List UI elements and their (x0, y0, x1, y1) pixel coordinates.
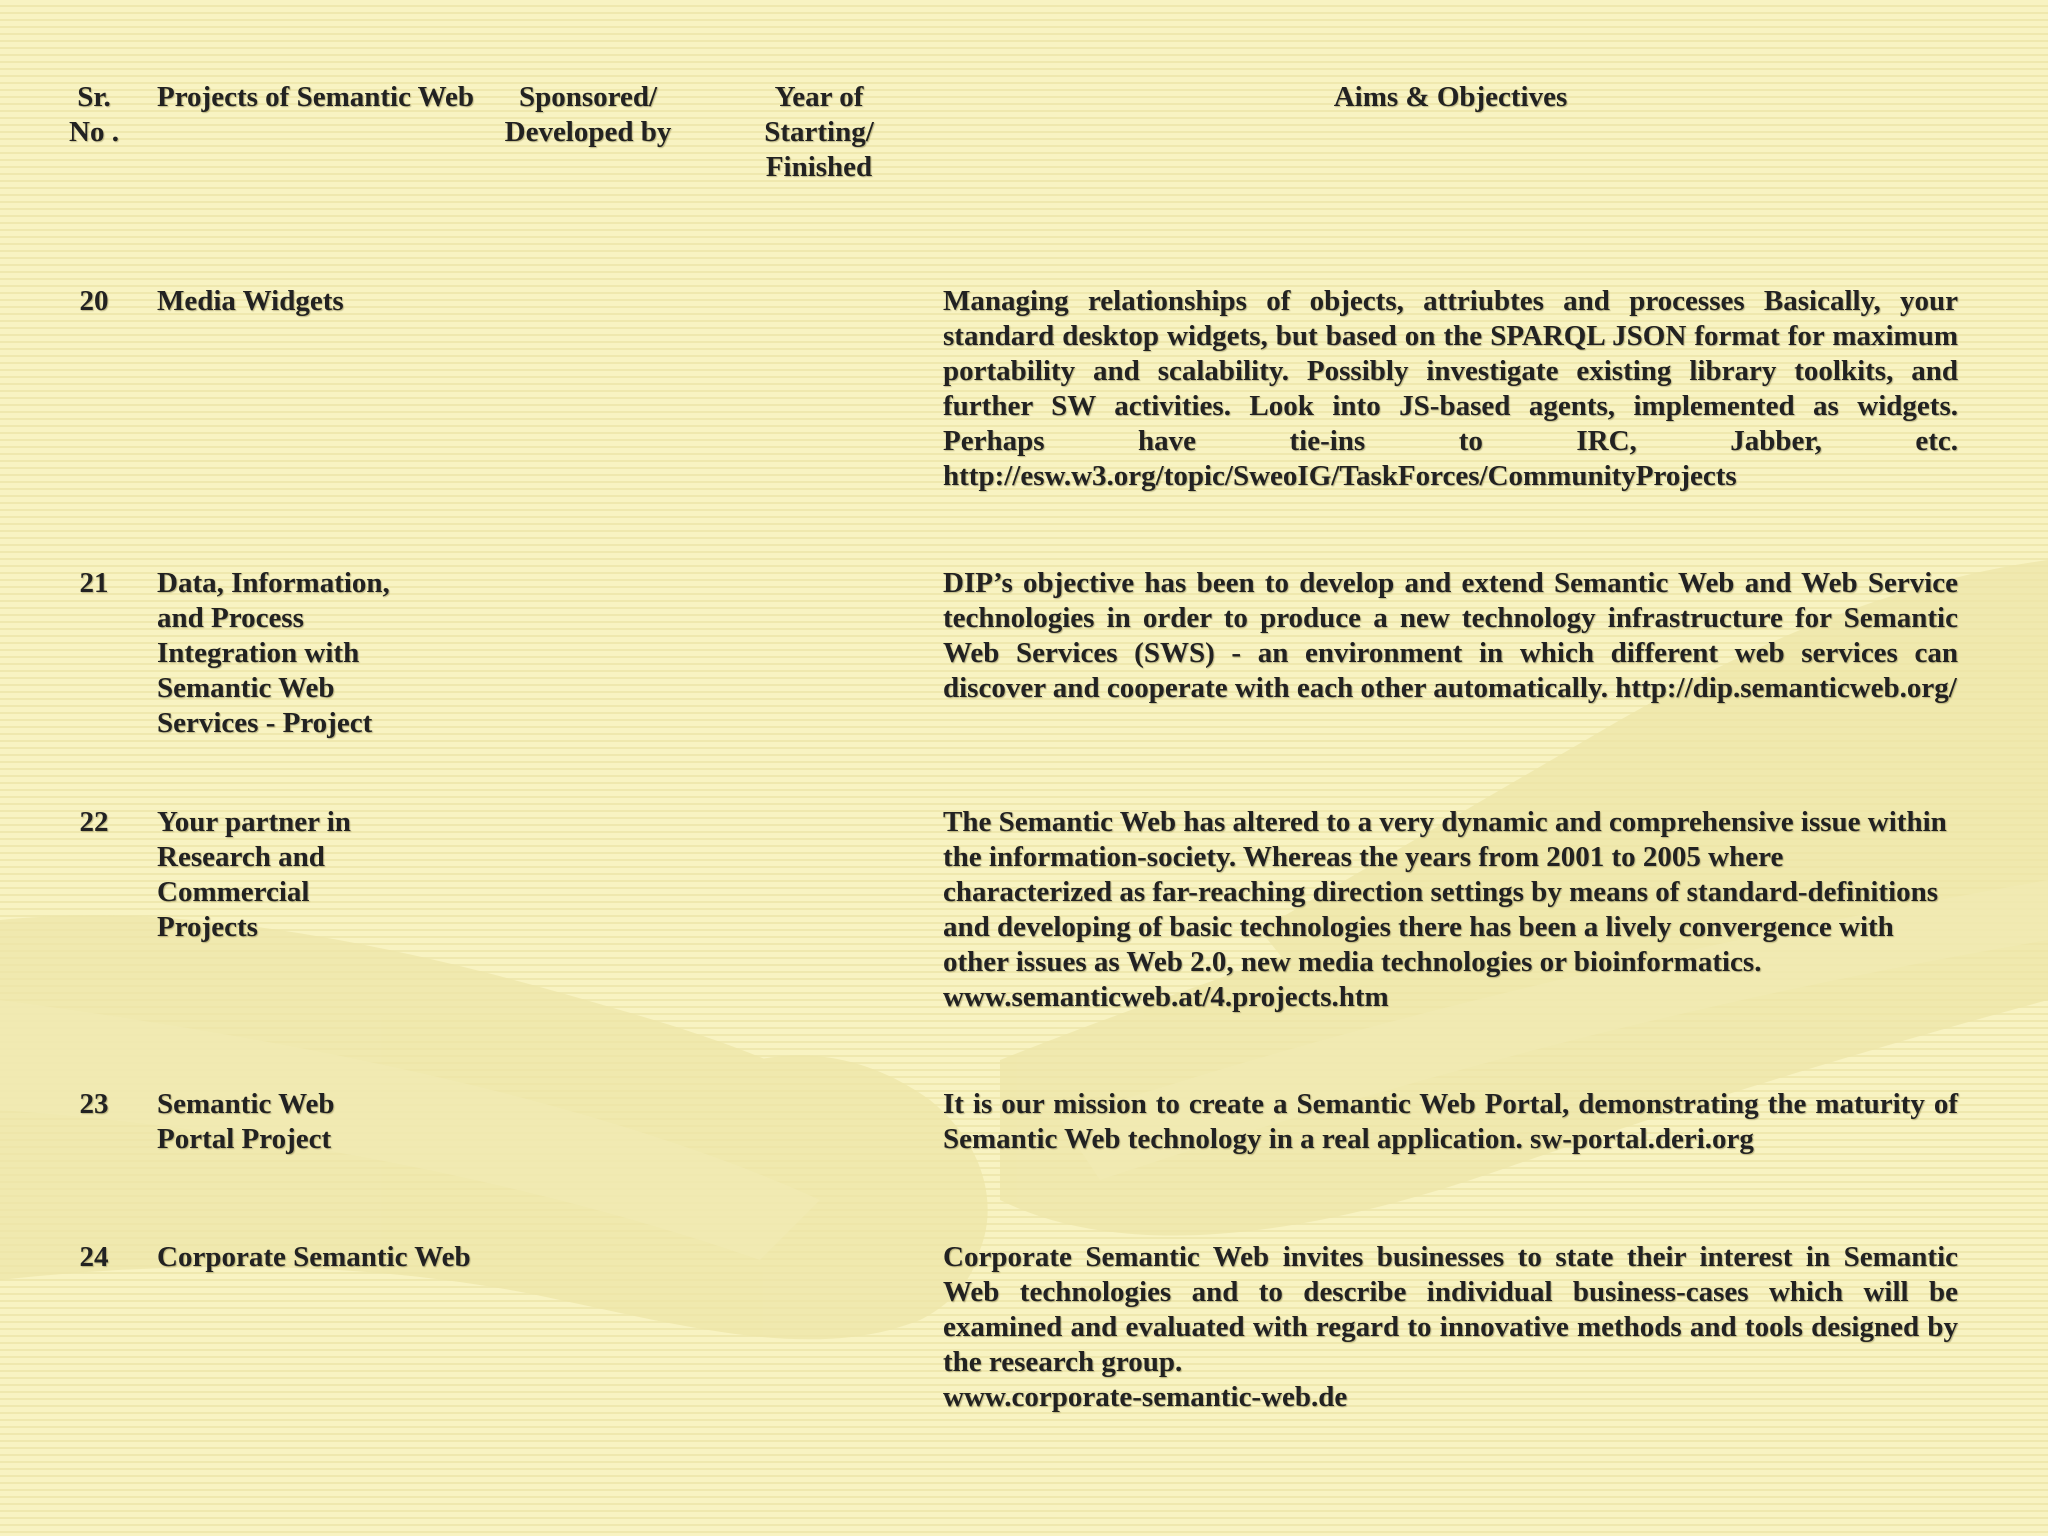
header-sponsored: Sponsored/ Developed by (504, 81, 672, 148)
header-aims: Aims & Objectives (1333, 81, 1568, 113)
row-21-aims: DIP’s objective has been to develop and extend Semantic Web and Web Service technologies in order to produce a new technology infrastructure for Semantic Web Services (SWS) - an environment in which different web services can discover and cooperate with each other automatically. http://dip.semanticweb.org/ (943, 567, 1958, 704)
row-21-project: Data, Information, and Process Integration with Semantic Web Services - Project (157, 567, 390, 739)
row-23-sr: 23 (79, 1088, 109, 1120)
row-20-sr: 20 (79, 285, 109, 317)
header-projects: Projects of Semantic Web (157, 81, 475, 113)
header-sr-no: Sr. No . (69, 81, 119, 148)
row-20-aims: Managing relationships of objects, attriubtes and processes Basically, your standard desktop widgets, but based on the SPARQL JSON format for maximum portability and scalability. Possibly investigate existing library toolkits, and further SW activities. Look into JS-based agents, implemented as widgets. Perhaps have tie-ins to IRC, Jabber, etc. http://esw.w3.org/topic/SweoIG/TaskForces/CommunityProjects (943, 285, 1958, 492)
row-22-aims: The Semantic Web has altered to a very dynamic and comprehensive issue within the information-society. Whereas the years from 2001 to 2005 where characterized as far-reaching direction settings by means of standard-definitions and developing of basic technologies there has been a lively convergence with other issues as Web 2.0, new media technologies or bioinformatics. www.semanticweb.at/4.projects.htm (943, 806, 1947, 1013)
row-24-aims (943, 1240, 1958, 1415)
row-23-aims: It is our mission to create a Semantic Web Portal, demonstrating the maturity of Semantic Web technology in a real application. sw-portal.deri.org (943, 1088, 1958, 1155)
row-24-aims-text: Corporate Semantic Web invites businesses to state their interest in Semantic Web technologies and to describe individual business-cases which will be examined and evaluated with regard to innovative methods and tools designed by the research group. (943, 1241, 1958, 1378)
row-23-project: Semantic Web Portal Project (157, 1088, 335, 1155)
header-year: Year of Starting/ Finished (764, 81, 874, 183)
row-22-project: Your partner in Research and Commercial Projects (157, 806, 351, 943)
row-24-aims-url: www.corporate-semantic-web.de (943, 1381, 1348, 1413)
row-21-sr: 21 (79, 567, 109, 599)
row-24-project: Corporate Semantic Web (157, 1241, 471, 1273)
row-24-sr: 24 (79, 1241, 109, 1273)
row-22-sr: 22 (79, 806, 109, 838)
row-20-project: Media Widgets (157, 285, 344, 317)
